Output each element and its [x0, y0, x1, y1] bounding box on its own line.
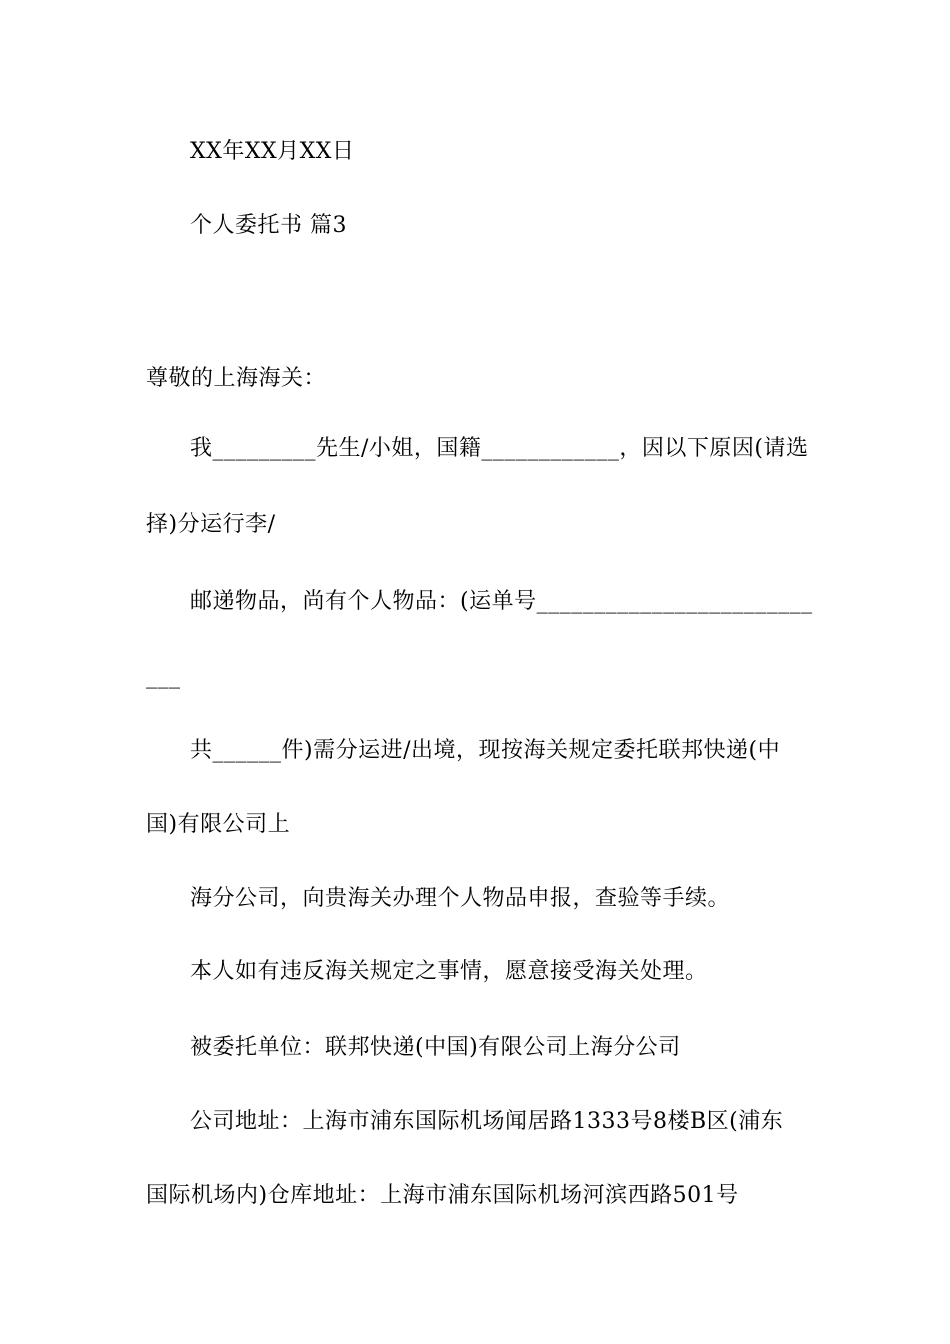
body-line-4: ___: [146, 664, 181, 689]
body-line-7: 海分公司，向贵海关办理个人物品申报，查验等手续。: [190, 886, 731, 911]
body-line-8: 本人如有违反海关规定之事情，愿意接受海关处理。: [190, 959, 708, 984]
body-line-5: 共______件)需分运进/出境，现按海关规定委托联邦快递(中: [190, 738, 781, 763]
document-heading: 个人委托书 篇3: [190, 213, 347, 238]
body-line-1: 我_________先生/小姐，国籍____________，因以下原因(请选: [190, 436, 809, 461]
body-line-6: 国)有限公司上: [146, 812, 291, 837]
date-line: XX年XX月XX日: [190, 139, 355, 164]
body-line-3: 邮递物品，尚有个人物品：(运单号________________________: [190, 589, 813, 614]
entrusted-unit-line: 被委托单位：联邦快递(中国)有限公司上海分公司: [190, 1035, 681, 1060]
company-address-line: 公司地址：上海市浦东国际机场闻居路1333号8楼B区(浦东: [190, 1109, 784, 1134]
warehouse-address-line: 国际机场内)仓库地址：上海市浦东国际机场河滨西路501号: [146, 1183, 739, 1208]
body-line-2: 择)分运行李/: [146, 512, 276, 537]
salutation: 尊敬的上海海关：: [146, 366, 327, 391]
